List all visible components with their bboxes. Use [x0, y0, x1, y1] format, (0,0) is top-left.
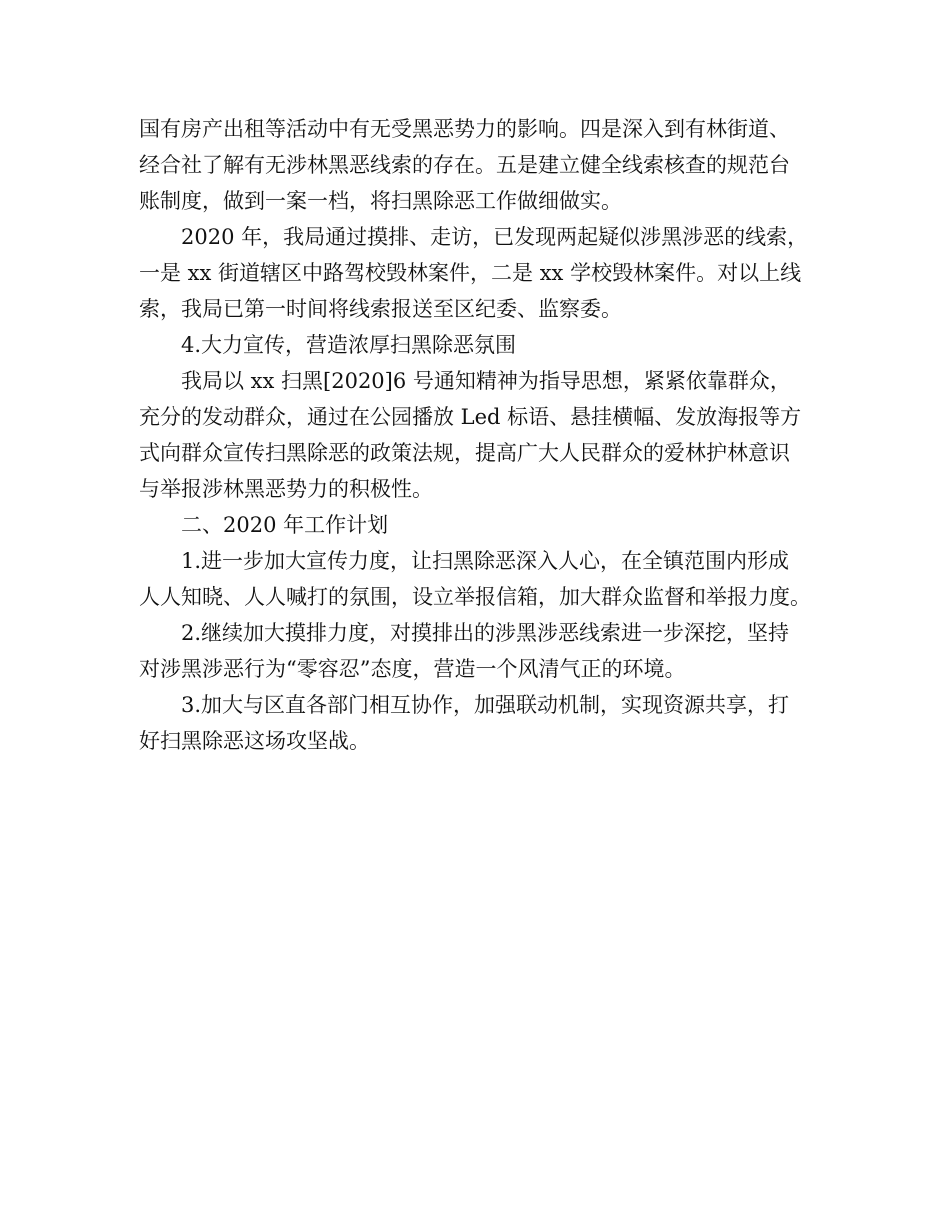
body-line: 索，我局已第一时间将线索报送至区纪委、监察委。 — [139, 297, 622, 321]
paragraph-first-line: 我局以 xx 扫黑[2020]6 号通知精神为指导思想，紧紧依靠群众， — [181, 369, 791, 393]
body-line: 账制度，做到一案一档，将扫黑除恶工作做细做实。 — [139, 189, 622, 213]
body-line: 对涉黑涉恶行为“零容忍”态度，营造一个风清气正的环境。 — [139, 657, 686, 681]
paragraph-first-line: 2020 年，我局通过摸排、走访，已发现两起疑似涉黑涉恶的线索， — [181, 225, 809, 249]
body-line: 国有房产出租等活动中有无受黑恶势力的影响。四是深入到有林街道、 — [139, 117, 790, 141]
section-heading: 二、2020 年工作计划 — [181, 513, 389, 537]
body-line: 与举报涉林黑恶势力的积极性。 — [139, 477, 433, 501]
body-line: 好扫黑除恶这场攻坚战。 — [139, 729, 370, 753]
document-body — [139, 111, 839, 759]
section-heading: 4.大力宣传，营造浓厚扫黑除恶氛围 — [181, 333, 517, 357]
body-line: 式向群众宣传扫黑除恶的政策法规，提高广大人民群众的爱林护林意识 — [139, 441, 790, 465]
body-line: 经合社了解有无涉林黑恶线索的存在。五是建立健全线索核查的规范台 — [139, 153, 790, 177]
paragraph-first-line: 3.加大与区直各部门相互协作，加强联动机制，实现资源共享，打 — [181, 693, 790, 717]
body-line: 人人知晓、人人喊打的氛围，设立举报信箱，加大群众监督和举报力度。 — [139, 585, 811, 609]
body-line: 充分的发动群众，通过在公园播放 Led 标语、悬挂横幅、发放海报等方 — [139, 405, 802, 429]
body-line: 一是 xx 街道辖区中路驾校毁林案件，二是 xx 学校毁林案件。对以上线 — [139, 261, 802, 285]
paragraph-first-line: 1.进一步加大宣传力度，让扫黑除恶深入人心，在全镇范围内形成 — [181, 549, 790, 573]
paragraph-first-line: 2.继续加大摸排力度，对摸排出的涉黑涉恶线索进一步深挖，坚持 — [181, 621, 790, 645]
